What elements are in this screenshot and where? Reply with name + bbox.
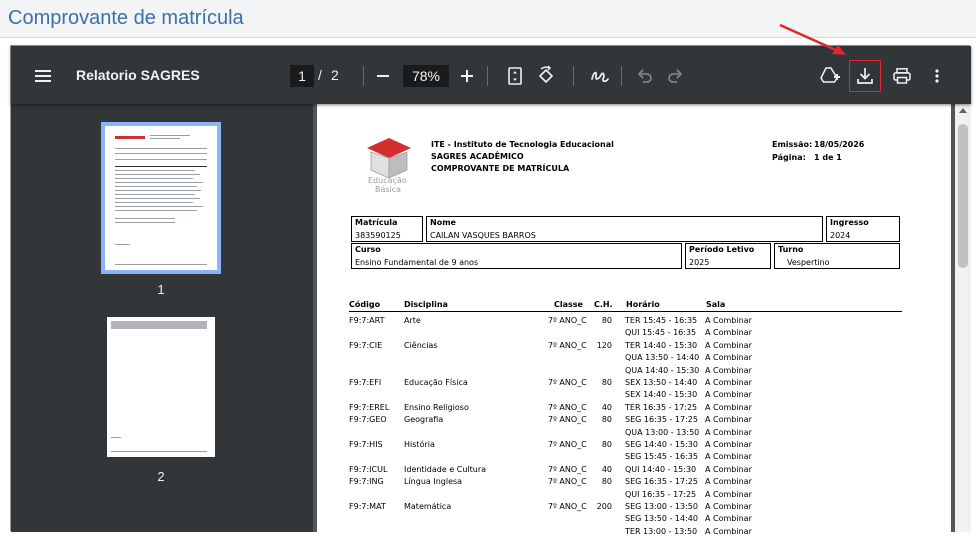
row-disciplina: Língua Inglesa xyxy=(404,477,463,487)
row-horario: SEG 13:50 - 14:40 xyxy=(625,514,698,524)
row-classe: 7º ANO_C xyxy=(548,415,587,425)
turno-label: Turno xyxy=(778,245,804,254)
zoom-in-icon[interactable] xyxy=(457,66,477,86)
logo-text-line2: Básica xyxy=(375,185,402,194)
row-sala: A Combinar xyxy=(705,489,752,499)
emission-label: Emissão: xyxy=(772,140,813,149)
row-codigo: F9:7:EFI xyxy=(349,378,382,387)
row-codigo: F9:7:MAT xyxy=(349,502,386,511)
col-header-classe: Classe xyxy=(554,300,583,309)
row-horario: TER 16:35 - 17:25 xyxy=(625,402,698,412)
row-ch: 200 xyxy=(596,502,612,511)
system-name: SAGRES ACADÊMICO xyxy=(431,152,524,161)
toolbar-divider xyxy=(573,66,574,86)
row-codigo: F9:7:EREL xyxy=(349,402,390,412)
ingresso-box xyxy=(826,216,900,242)
row-codigo: F9:7:GEO xyxy=(349,415,387,425)
row-horario: QUA 13:50 - 14:40 xyxy=(625,353,700,363)
viewer-toolbar xyxy=(11,46,971,104)
row-horario: SEG 15:45 - 16:35 xyxy=(625,452,698,462)
row-disciplina: Geografia xyxy=(404,415,444,425)
row-horario: QUA 14:40 - 15:30 xyxy=(625,365,700,375)
row-classe: 7º ANO_C xyxy=(548,316,587,325)
redo-icon[interactable] xyxy=(665,66,685,86)
nome-label: Nome xyxy=(430,218,456,227)
row-sala: A Combinar xyxy=(705,415,752,425)
row-codigo: F9:7:CIE xyxy=(349,340,383,350)
thumbnail-sidebar xyxy=(11,104,313,532)
periodo-label: Período Letivo xyxy=(689,245,755,254)
row-disciplina: Arte xyxy=(404,316,421,325)
row-sala: A Combinar xyxy=(705,514,752,524)
page-title: Comprovante de matrícula xyxy=(8,7,244,29)
row-horario: SEX 14:40 - 15:30 xyxy=(625,390,698,400)
zoom-input[interactable]: 78% xyxy=(403,65,449,87)
page-total: 2 xyxy=(331,67,339,83)
row-ch: 80 xyxy=(601,378,612,387)
ingresso-value: 2024 xyxy=(830,231,851,240)
row-disciplina: História xyxy=(404,440,435,449)
row-classe: 7º ANO_C xyxy=(548,464,587,474)
row-ch: 80 xyxy=(601,440,612,449)
row-classe: 7º ANO_C xyxy=(548,402,587,412)
thumbnail-label-2: 2 xyxy=(157,469,165,484)
row-sala: A Combinar xyxy=(705,440,752,449)
vertical-scrollbar[interactable] xyxy=(955,104,971,532)
toolbar-divider xyxy=(363,66,364,86)
row-horario: SEG 14:40 - 15:30 xyxy=(625,440,698,449)
row-ch: 80 xyxy=(601,316,612,325)
col-header-codigo: Código xyxy=(349,300,381,309)
document-name: COMPROVANTE DE MATRÍCULA xyxy=(431,164,570,173)
page-count: 1 de 1 xyxy=(814,153,842,162)
ingresso-label: Ingresso xyxy=(830,218,869,227)
toolbar-divider xyxy=(487,66,488,86)
fit-to-page-icon[interactable] xyxy=(505,65,525,87)
periodo-value: 2025 xyxy=(689,258,710,267)
row-disciplina: Ensino Religioso xyxy=(404,402,469,412)
rotate-icon[interactable] xyxy=(535,65,557,87)
col-header-disciplina: Disciplina xyxy=(404,300,448,309)
row-classe: 7º ANO_C xyxy=(548,340,587,350)
row-horario: SEX 13:50 - 14:40 xyxy=(625,378,698,387)
row-horario: SEG 16:35 - 17:25 xyxy=(625,477,698,487)
menu-icon[interactable] xyxy=(33,66,53,86)
row-disciplina: Ciências xyxy=(404,340,438,350)
row-codigo: F9:7:ART xyxy=(349,316,385,325)
row-sala: A Combinar xyxy=(705,390,752,400)
curso-label: Curso xyxy=(355,245,381,254)
row-sala: A Combinar xyxy=(705,502,752,511)
periodo-box xyxy=(685,243,771,269)
education-logo xyxy=(359,134,419,196)
turno-value: Vespertino xyxy=(787,258,830,267)
document-scroll-area[interactable] xyxy=(313,104,971,536)
row-sala: A Combinar xyxy=(705,464,752,474)
row-classe: 7º ANO_C xyxy=(548,502,587,511)
row-sala: A Combinar xyxy=(705,353,752,363)
row-ch: 40 xyxy=(601,464,612,474)
row-sala: A Combinar xyxy=(705,316,752,325)
header-rule xyxy=(349,311,902,312)
row-sala: A Combinar xyxy=(705,340,752,350)
row-horario: QUI 16:35 - 17:25 xyxy=(625,489,697,499)
row-codigo: F9:7:HIS xyxy=(349,440,383,449)
scroll-up-arrow-icon[interactable] xyxy=(959,108,967,113)
turno-box xyxy=(774,243,900,269)
curso-box xyxy=(351,243,682,269)
thumbnail-label-1: 1 xyxy=(157,282,165,297)
nome-value: CAILAN VASQUES BARROS xyxy=(430,231,536,240)
row-disciplina: Educação Física xyxy=(404,378,468,387)
nome-box xyxy=(426,216,823,242)
row-sala: A Combinar xyxy=(705,526,752,536)
page-thumbnail-1[interactable] xyxy=(101,122,221,274)
row-ch: 80 xyxy=(601,415,612,425)
download-icon[interactable] xyxy=(854,65,876,87)
logo-text-line1: Educação xyxy=(368,176,407,185)
row-horario: TER 13:00 - 13:50 xyxy=(625,526,698,536)
row-sala: A Combinar xyxy=(705,328,752,338)
col-header-sala: Sala xyxy=(706,300,726,309)
add-to-drive-icon[interactable] xyxy=(819,65,841,87)
page-thumbnail-2[interactable] xyxy=(107,317,215,457)
more-options-icon[interactable] xyxy=(927,65,947,87)
row-sala: A Combinar xyxy=(705,365,752,375)
curso-value: Ensino Fundamental de 9 anos xyxy=(355,258,479,267)
undo-icon[interactable] xyxy=(635,66,655,86)
row-sala: A Combinar xyxy=(705,477,752,487)
row-sala: A Combinar xyxy=(705,427,752,437)
row-horario: QUI 15:45 - 16:35 xyxy=(625,328,697,338)
matricula-value: 383590125 xyxy=(355,231,401,240)
row-codigo: F9:7:ING xyxy=(349,477,384,487)
row-horario: TER 14:40 - 15:30 xyxy=(625,340,698,350)
col-header-ch: C.H. xyxy=(594,300,613,309)
row-ch: 40 xyxy=(601,402,612,412)
row-ch: 120 xyxy=(596,340,612,350)
page-number-input[interactable]: 1 xyxy=(290,65,314,87)
document-title: Relatorio SAGRES xyxy=(76,67,200,83)
row-horario: SEG 16:35 - 17:25 xyxy=(625,415,698,425)
matricula-label: Matrícula xyxy=(355,218,398,227)
page-header xyxy=(0,0,976,38)
row-horario: TER 15:45 - 16:35 xyxy=(625,316,698,325)
row-codigo: F9:7:ICUL xyxy=(349,464,388,474)
print-icon[interactable] xyxy=(891,65,913,87)
scrollbar-thumb[interactable] xyxy=(958,124,968,268)
institution-name: ITE - Instituto de Tecnologia Educacional xyxy=(431,140,614,149)
pdf-viewer xyxy=(10,45,970,536)
row-sala: A Combinar xyxy=(705,378,752,387)
emission-date: 18/05/2026 xyxy=(814,140,865,149)
zoom-out-icon[interactable] xyxy=(373,66,393,86)
row-classe: 7º ANO_C xyxy=(548,378,587,387)
toolbar-divider xyxy=(621,66,622,86)
row-horario: QUI 14:40 - 15:30 xyxy=(625,464,697,474)
row-classe: 7º ANO_C xyxy=(548,477,587,487)
row-classe: 7º ANO_C xyxy=(548,440,587,449)
annotate-pen-icon[interactable] xyxy=(589,65,611,87)
page-separator: / xyxy=(318,67,322,83)
row-ch: 80 xyxy=(601,477,612,487)
row-disciplina: Matemática xyxy=(404,502,452,511)
row-sala: A Combinar xyxy=(705,402,752,412)
col-header-horario: Horário xyxy=(626,300,660,309)
row-disciplina: Identidade e Cultura xyxy=(404,464,487,474)
row-horario: SEG 13:00 - 13:50 xyxy=(625,502,698,511)
row-horario: QUA 13:00 - 13:50 xyxy=(625,427,700,437)
page-label: Página: xyxy=(772,153,806,162)
row-sala: A Combinar xyxy=(705,452,752,462)
matricula-box xyxy=(351,216,423,242)
pdf-page-1 xyxy=(317,104,951,544)
